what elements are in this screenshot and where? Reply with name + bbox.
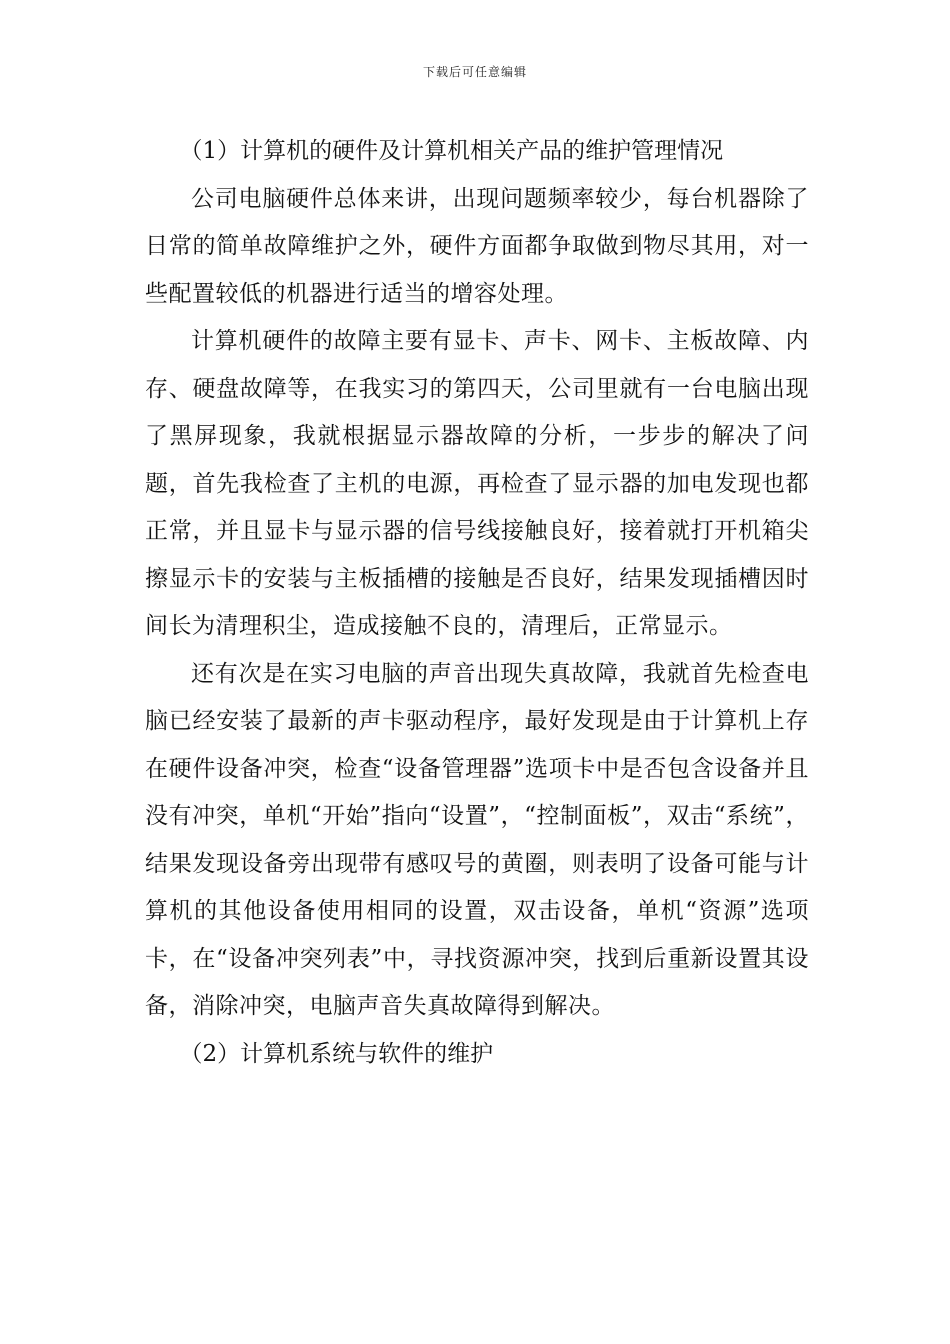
paragraph-black-screen-fault: 计算机硬件的故障主要有显卡、声卡、网卡、主板故障、内存、硬盘故障等，在我实习的第四天，公司里就有一台电脑出现了黑屏现象，我就根据显示器故障的分析，一步步的解决了问题，首先我检查了主机的电源，再检查了显示器的加电发现也都正常，并且显卡与显示器的信号线接触良好，接着就打开机箱尖擦显示卡的安装与主板插槽的接触是否良好，结果发现插槽因时间长为清理积尘，造成接触不良的，清理后，正常显示。 (145, 328, 809, 639)
paragraph-hardware-overview: 公司电脑硬件总体来讲，出现问题频率较少，每台机器除了日常的简单故障维护之外，硬件方面都争取做到物尽其用，对一些配置较低的机器进行适当的增容处理。 (145, 185, 809, 307)
section-heading-2: （2）计算机系统与软件的维护 (179, 1040, 494, 1067)
page-header: 下载后可任意编辑 (422, 65, 527, 79)
paragraph-sound-distortion-fault: 还有次是在实习电脑的声音出现失真故障，我就首先检查电脑已经安装了最新的声卡驱动程序，最好发现是由于计算机上存在硬件设备冲突，检查“设备管理器”选项卡中是否包含设备并且没有冲突，单机“开始”指向“设置”，“控制面板”，双击“系统”，结果发现设备旁出现带有感叹号的黄圈，则表明了设备可能与计算机的其他设备使用相同的设置，双击设备，单机“资源”选项卡，在“设备冲突列表”中，寻找资源冲突，找到后重新设置其设备，消除冲突，电脑声音失真故障得到解决。 (145, 660, 809, 1019)
document-body (145, 128, 809, 1078)
section-heading-1: （1）计算机的硬件及计算机相关产品的维护管理情况 (179, 138, 724, 164)
